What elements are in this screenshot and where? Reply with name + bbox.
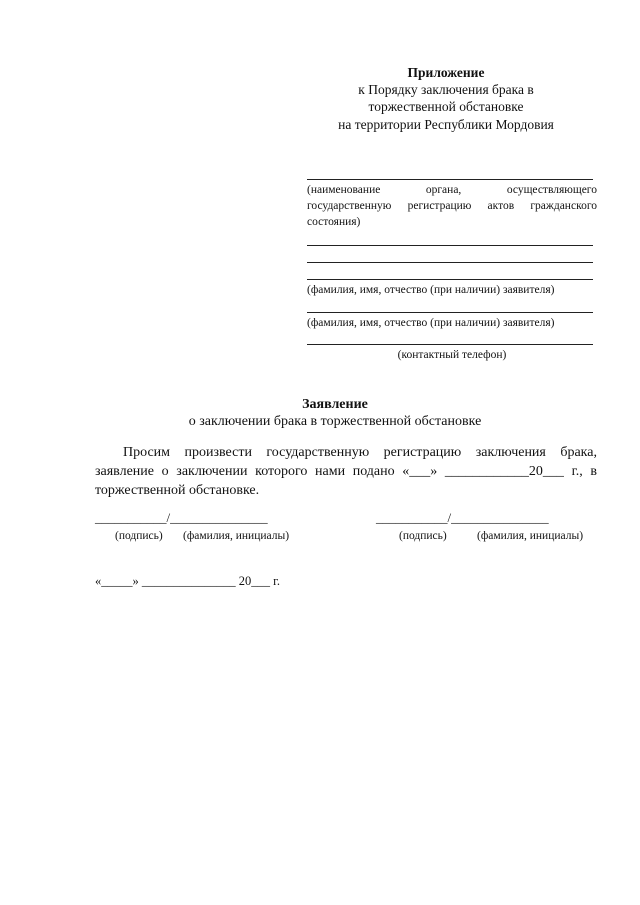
statement-paragraph-line-3: торжественной обстановке. [95, 483, 260, 498]
applicant-2-caption: (фамилия, имя, отчество (при наличии) заявителя) [307, 317, 555, 329]
statement-subtitle: о заключении брака в торжественной обстановке [188, 414, 482, 429]
registry-caption-word-3: осуществляющего [506, 184, 597, 196]
blank-line-1 [307, 245, 593, 246]
registry-caption-line-3: состояния) [307, 216, 361, 228]
signature-1-line: ___________/_______________ [95, 510, 268, 525]
appendix-line-1: к Порядку заключения брака в [358, 82, 534, 97]
signature-1-label-name: (фамилия, инициалы) [183, 530, 290, 542]
registry-office-line [307, 179, 593, 180]
appendix-title: Приложение [407, 65, 485, 80]
appendix-line-2: торжественной обстановке [368, 99, 524, 114]
appendix-line-3: на территории Республики Мордовия [338, 117, 554, 132]
registry-caption-word-1: (наименование [307, 184, 381, 196]
registry-caption-row-1 [307, 183, 597, 198]
signature-2-label-sign: (подпись) [399, 530, 447, 542]
statement-paragraph-line-1: Просим произвести государственную регистрацию заключения брака, [123, 445, 597, 460]
applicant-1-line [307, 279, 593, 280]
statement-paragraph-line-2: заявление о заключении которого нами подано «___» ____________20___ г., в [95, 464, 597, 479]
applicant-2-line [307, 312, 593, 313]
registry-caption-word-2: органа, [425, 184, 462, 196]
signature-2-label-name: (фамилия, инициалы) [477, 530, 584, 542]
statement-title: Заявление [302, 397, 368, 412]
phone-line [307, 344, 593, 345]
signature-1-label-sign: (подпись) [115, 530, 163, 542]
date-line: «_____» _______________ 20___ г. [95, 574, 280, 588]
registry-caption-line-2: государственную регистрацию актов гражданского [307, 200, 597, 212]
blank-line-2 [307, 262, 593, 263]
phone-caption: (контактный телефон) [397, 349, 507, 361]
applicant-1-caption: (фамилия, имя, отчество (при наличии) заявителя) [307, 284, 555, 296]
signature-2-line: ___________/_______________ [376, 510, 549, 525]
